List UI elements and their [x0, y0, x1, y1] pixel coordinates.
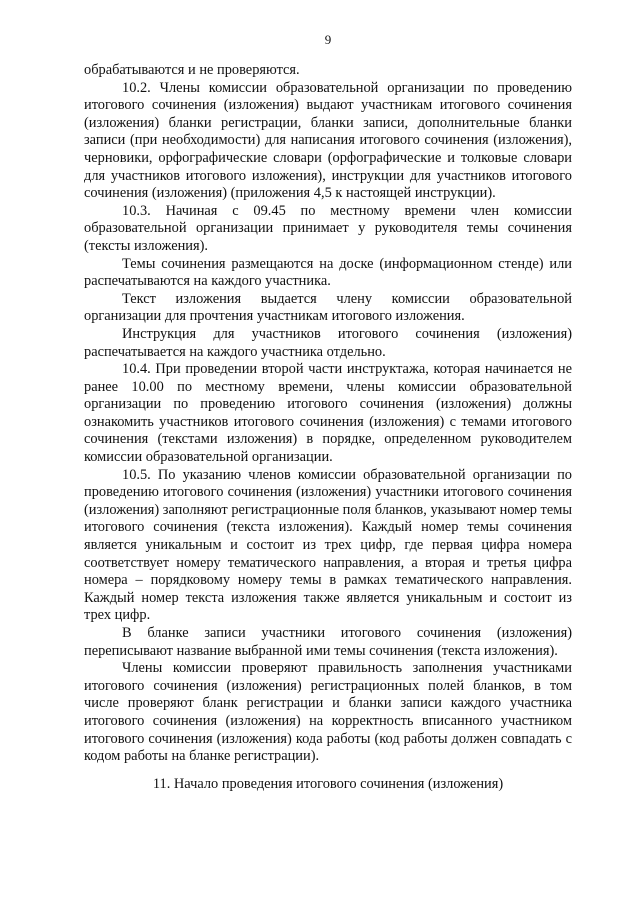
section-heading: 11. Начало проведения итогового сочинения (изложения)	[152, 775, 504, 792]
paragraph-10-3: 10.3. Начиная с 09.45 по местному времени член комиссии образовательной организации принимает у руководителя темы сочинения (тексты изложения).	[84, 202, 572, 254]
paragraph-commission-check: Члены комиссии проверяют правильность заполнения участниками итогового сочинения (изложения) регистрационных полей бланков, в том числе проверяют бланк регистрации и бланки записи каждого участника итогового сочинения (изложения) на корректность вписанного участником итогового сочинения (изложения) кода работы (код работы должен совпадать с кодом работы на бланке регистрации).	[84, 660, 572, 765]
paragraph-10-4: 10.4. При проведении второй части инструктажа, которая начинается не ранее 10.00 по местному времени, члены комиссии образовательной организации по проведению итогового сочинения (изложения) должны ознакомить участников итогового сочинения (изложения) с темами итогового сочинения (текстами изложения) в порядке, определенном руководителем комиссии образовательной организации.	[84, 361, 572, 466]
paragraph-10-5: 10.5. По указанию членов комиссии образовательной организации по проведению итогового сочинения (изложения) участники итогового сочинения (изложения) заполняют регистрационные поля бланков, указывают номер темы итогового сочинения (текста изложения). Каждый номер темы сочинения является уникальным и состоит из трех цифр, где первая цифра номера соответствует номеру тематического направления, а вторая и третья цифра номера – порядковому номеру темы в рамках тематического направления. Каждый номер текста изложения также является уникальным и состоит из трех цифр.	[84, 466, 572, 624]
paragraph-instructions: Инструкция для участников итогового сочинения (изложения) распечатывается на каждого участника отдельно.	[84, 325, 572, 360]
page-number: 9	[324, 32, 332, 47]
paragraph-summary-text: Текст изложения выдается члену комиссии образовательной организации для прочтения участникам итогового изложения.	[84, 290, 572, 325]
paragraph-essay-topics: Темы сочинения размещаются на доске (информационном стенде) или распечатываются на каждого участника.	[84, 255, 572, 290]
paragraph-continuation: обрабатываются и не проверяются.	[84, 62, 300, 78]
document-body	[84, 62, 572, 793]
document-page	[84, 32, 572, 793]
paragraph-10-2: 10.2. Члены комиссии образовательной организации по проведению итогового сочинения (изложения) выдают участникам итогового сочинения (изложения) бланки регистрации, бланки записи, дополнительные бланки записи (при необходимости) для написания итогового сочинения (изложения), черновики, орфографические словари (орфографические и толковые словари для участников итогового изложения), инструкции для участников итогового сочинения (изложения) (приложения 4,5 к настоящей инструкции).	[84, 79, 572, 202]
paragraph-record-form: В бланке записи участники итогового сочинения (изложения) переписывают название выбранной ими темы сочинения (текста изложения).	[84, 625, 572, 659]
